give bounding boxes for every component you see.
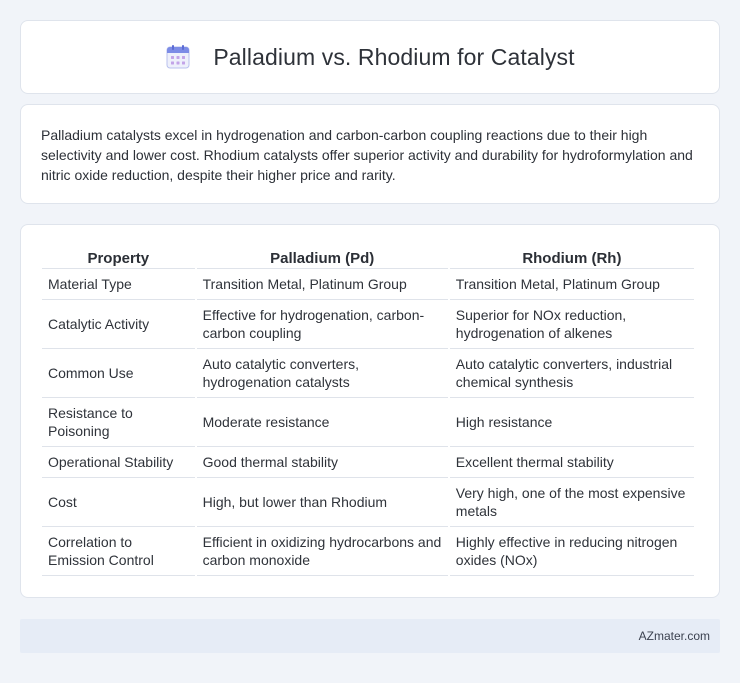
table-row [42, 349, 694, 398]
rhodium-cell: High resistance [450, 398, 694, 447]
property-cell: Common Use [42, 349, 195, 398]
header-rhodium: Rhodium (Rh) [450, 245, 694, 269]
palladium-cell: Good thermal stability [197, 447, 448, 478]
table-row [42, 269, 694, 300]
comparison-table [40, 245, 696, 576]
property-cell: Resistance to Poisoning [42, 398, 195, 447]
header-palladium: Palladium (Pd) [197, 245, 448, 269]
page-title: Palladium vs. Rhodium for Catalyst [213, 43, 575, 70]
rhodium-cell: Very high, one of the most expensive metals [450, 478, 694, 527]
comparison-table-card [20, 224, 720, 598]
property-cell: Material Type [42, 269, 195, 300]
property-cell: Correlation to Emission Control [42, 527, 195, 576]
table-row [42, 447, 694, 478]
title-card [20, 20, 720, 94]
palladium-cell: Transition Metal, Platinum Group [197, 269, 448, 300]
table-row [42, 527, 694, 576]
table-row [42, 478, 694, 527]
intro-text: Palladium catalysts excel in hydrogenation and carbon-carbon coupling reactions due to their high selectivity and lower cost. Rhodium catalysts offer superior activity and durability for hydroformylation and nitric oxide reduction, despite their higher price and rarity. [41, 127, 693, 183]
palladium-cell: Auto catalytic converters, hydrogenation catalysts [197, 349, 448, 398]
palladium-cell: Effective for hydrogenation, carbon-carbon coupling [197, 300, 448, 349]
rhodium-cell: Excellent thermal stability [450, 447, 694, 478]
palladium-cell: High, but lower than Rhodium [197, 478, 448, 527]
table-header-row [42, 245, 694, 269]
table-row [42, 300, 694, 349]
footer-brand: AZmater.com [638, 629, 710, 643]
rhodium-cell: Auto catalytic converters, industrial chemical synthesis [450, 349, 694, 398]
palladium-cell: Moderate resistance [197, 398, 448, 447]
footer-bar [20, 619, 720, 653]
intro-card [20, 104, 720, 204]
rhodium-cell: Transition Metal, Platinum Group [450, 269, 694, 300]
rhodium-cell: Superior for NOx reduction, hydrogenation of alkenes [450, 300, 694, 349]
calendar-icon [165, 44, 191, 70]
palladium-cell: Efficient in oxidizing hydrocarbons and carbon monoxide [197, 527, 448, 576]
table-row [42, 398, 694, 447]
property-cell: Cost [42, 478, 195, 527]
header-property: Property [42, 245, 195, 269]
rhodium-cell: Highly effective in reducing nitrogen oxides (NOx) [450, 527, 694, 576]
property-cell: Operational Stability [42, 447, 195, 478]
property-cell: Catalytic Activity [42, 300, 195, 349]
